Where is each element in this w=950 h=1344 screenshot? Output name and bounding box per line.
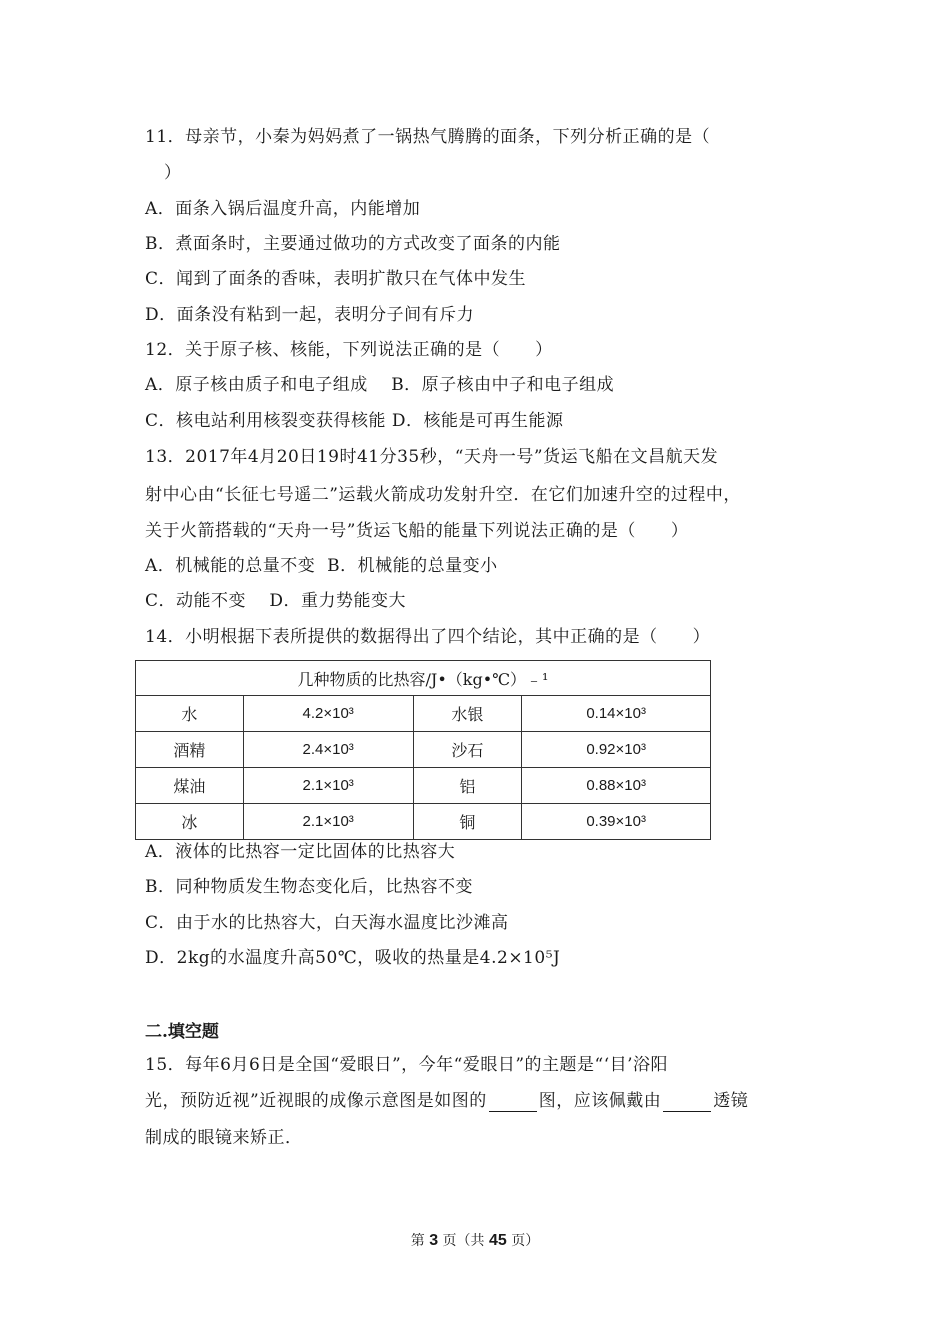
footer-mid: 页（共 <box>442 1233 485 1249</box>
q11-option-b: B．煮面条时，主要通过做功的方式改变了面条的内能 <box>145 234 561 254</box>
q13-stem-line1: 13．2017年4月20日19时41分35秒，“天舟一号”货运飞船在文昌航天发 <box>145 447 719 467</box>
q11-option-a: A．面条入锅后温度升高，内能增加 <box>145 199 421 219</box>
q13-stem-line3: 关于火箭搭载的“天舟一号”货运飞船的能量下列说法正确的是（ ） <box>145 521 689 541</box>
table-row <box>136 804 711 840</box>
q12-options-ab <box>145 374 614 396</box>
q11-option-d: D．面条没有粘到一起，表明分子间有斥力 <box>145 305 475 325</box>
q14-option-d: D．2kg的水温度升高50℃，吸收的热量是4.2×10⁵J <box>145 948 561 968</box>
q14-option-a: A．液体的比热容一定比固体的比热容大 <box>145 842 456 862</box>
table-cell-material: 水 <box>136 696 244 732</box>
table-cell-value: 0.14×10³ <box>522 696 711 732</box>
page-total: 45 <box>489 1232 507 1249</box>
answer-blank-2[interactable] <box>663 1095 711 1112</box>
q15-text-part3: 透镜 <box>713 1091 749 1111</box>
q12-option-c: C．核电站利用核裂变获得核能 <box>145 411 387 431</box>
q11-option-c: C．闻到了面条的香味，表明扩散只在气体中发生 <box>145 269 527 289</box>
table-cell-value: 2.4×10³ <box>243 732 413 768</box>
q15-stem-line2 <box>145 1090 748 1112</box>
table-caption-row <box>136 661 711 696</box>
table-cell-value: 4.2×10³ <box>243 696 413 732</box>
table-cell-material: 铝 <box>413 768 522 804</box>
q15-text-part1: 光，预防近视”近视眼的成像示意图是如图的 <box>145 1091 487 1111</box>
answer-blank-1[interactable] <box>489 1095 537 1112</box>
table-cell-value: 2.1×10³ <box>243 804 413 840</box>
q12-options-cd <box>145 410 564 432</box>
q13-option-c: C．动能不变 <box>145 591 247 611</box>
table-cell-material: 沙石 <box>413 732 522 768</box>
table-row <box>136 732 711 768</box>
table-cell-value: 0.39×10³ <box>522 804 711 840</box>
q15-text-part2: 图，应该佩戴由 <box>538 1091 662 1111</box>
page-footer <box>0 1230 950 1250</box>
table-row <box>136 768 711 804</box>
q14-stem: 14．小明根据下表所提供的数据得出了四个结论，其中正确的是（ ） <box>145 627 711 647</box>
q11-stem-line1: 11．母亲节，小秦为妈妈煮了一锅热气腾腾的面条，下列分析正确的是（ <box>145 127 711 147</box>
q13-option-b: B．机械能的总量变小 <box>327 556 498 576</box>
section-heading-fill-in: 二.填空题 <box>145 1022 219 1042</box>
table-cell-material: 冰 <box>136 804 244 840</box>
specific-heat-table <box>135 660 711 840</box>
footer-prefix: 第 <box>410 1233 425 1249</box>
table-cell-material: 铜 <box>413 804 522 840</box>
q13-stem-line2: 射中心由“长征七号遥二”运载火箭成功发射升空．在它们加速升空的过程中， <box>145 485 741 505</box>
q15-stem-line3: 制成的眼镜来矫正． <box>145 1128 303 1148</box>
table-cell-material: 水银 <box>413 696 522 732</box>
table-cell-value: 0.88×10³ <box>522 768 711 804</box>
q14-option-b: B．同种物质发生物态变化后，比热容不变 <box>145 877 473 897</box>
footer-suffix: 页） <box>511 1233 540 1249</box>
table-row <box>136 696 711 732</box>
table-caption: 几种物质的比热容/J•（kg•℃）﹣¹ <box>136 661 711 696</box>
q14-option-c: C．由于水的比热容大，白天海水温度比沙滩高 <box>145 913 509 933</box>
q11-stem-line2: ） <box>164 163 182 183</box>
q13-option-a: A．机械能的总量不变 <box>145 556 316 576</box>
q13-option-d: D．重力势能变大 <box>269 591 407 611</box>
q13-options-cd <box>145 590 406 612</box>
page-number: 3 <box>429 1232 439 1249</box>
table-cell-value: 0.92×10³ <box>522 732 711 768</box>
table-cell-value: 2.1×10³ <box>243 768 413 804</box>
q13-options-ab <box>145 555 498 577</box>
table-cell-material: 酒精 <box>136 732 244 768</box>
q12-stem: 12．关于原子核、核能，下列说法正确的是（ ） <box>145 340 553 360</box>
q12-option-d: D．核能是可再生能源 <box>391 411 564 431</box>
q15-stem-line1: 15．每年6月6日是全国“爱眼日”，今年“爱眼日”的主题是“‘目’浴阳 <box>145 1055 669 1075</box>
q12-option-b: B．原子核由中子和电子组成 <box>391 375 615 395</box>
table-cell-material: 煤油 <box>136 768 244 804</box>
q12-option-a: A．原子核由质子和电子组成 <box>145 375 368 395</box>
